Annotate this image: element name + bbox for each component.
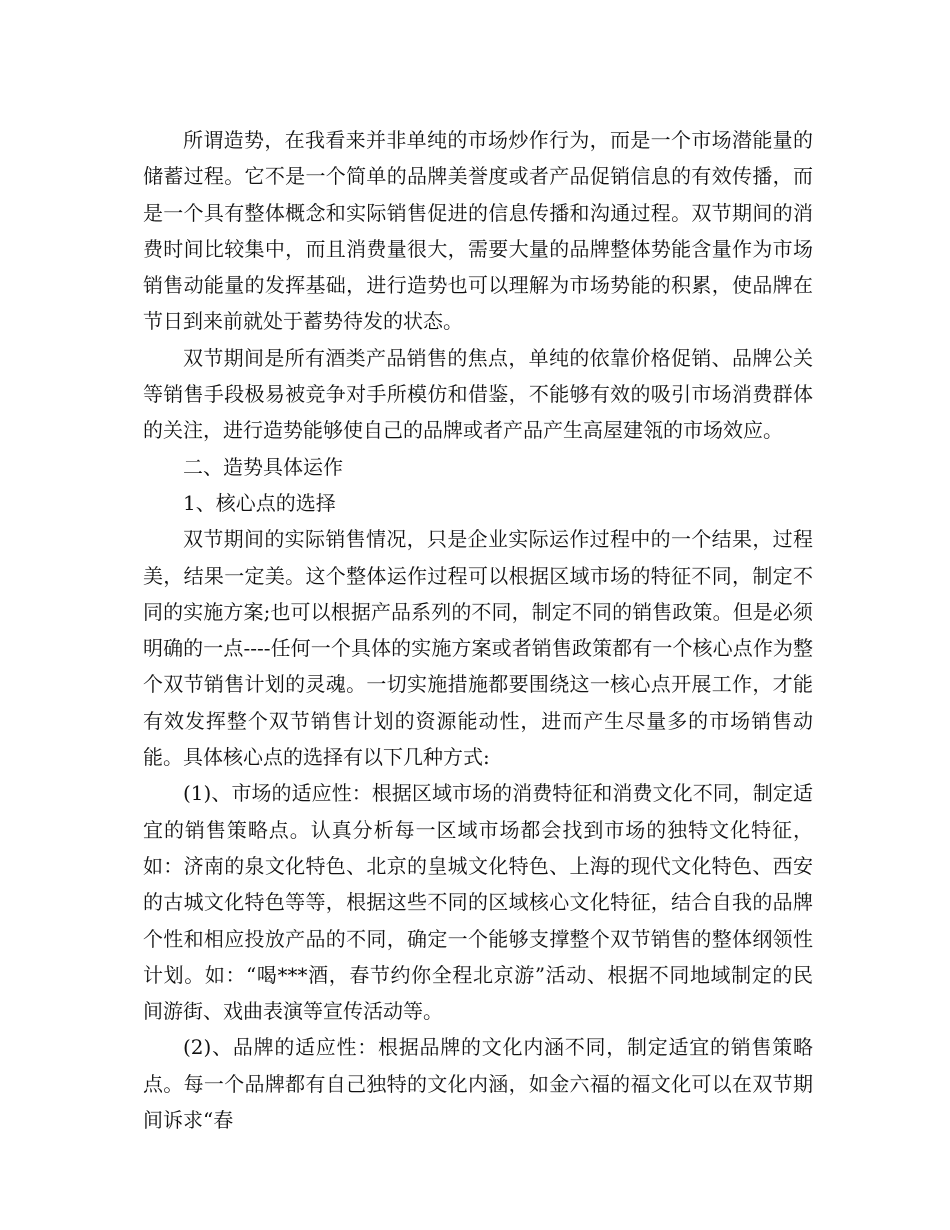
paragraph-brand-adaptability: (2)、品牌的适应性：根据品牌的文化内涵不同，制定适宜的销售策略点。每一个品牌都有自己独特的文化内涵，如金六福的福文化可以在双节期间诉求“春 (143, 1035, 813, 1133)
paragraph-momentum-definition: 所谓造势，在我看来并非单纯的市场炒作行为，而是一个市场潜能量的储蓄过程。它不是一个简单的品牌美誉度或者产品促销信息的有效传播，而是一个具有整体概念和实际销售促进的信息传播和沟通过程。双节期间的消费时间比较集中，而且消费量很大，需要大量的品牌整体势能含量作为市场销售动能量的发挥基础，进行造势也可以理解为市场势能的积累，使品牌在节日到来前就处于蓄势待发的状态。 (143, 128, 813, 334)
paragraph-core-point-overview: 双节期间的实际销售情况，只是企业实际运作过程中的一个结果，过程美，结果一定美。这个整体运作过程可以根据区域市场的特征不同，制定不同的实施方案;也可以根据产品系列的不同，制定不同的销售政策。但是必须明确的一点----任何一个具体的实施方案或者销售政策都有一个核心点作为整个双节销售计划的灵魂。一切实施措施都要围绕这一核心点开展工作，才能有效发挥整个双节销售计划的资源能动性，进而产生尽量多的市场销售动能。具体核心点的选择有以下几种方式: (143, 527, 813, 770)
section-heading-momentum-operation: 二、造势具体运作 (183, 454, 343, 479)
subheading-core-point-selection: 1、核心点的选择 (183, 490, 336, 515)
paragraph-market-adaptability: (1)、市场的适应性：根据区域市场的消费特征和消费文化不同，制定适宜的销售策略点。认真分析每一区域市场都会找到市场的独特文化特征，如：济南的泉文化特色、北京的皇城文化特色、上海的现代文化特色、西安的古城文化特色等等，根据这些不同的区域核心文化特征，结合自我的品牌个性和相应投放产品的不同，确定一个能够支撑整个双节销售的整体纲领性计划。如：“喝***酒，春节约你全程北京游”活动、根据不同地域制定的民间游街、戏曲表演等宣传活动等。 (143, 781, 813, 1024)
document-body (143, 122, 813, 1138)
paragraph-holiday-sales-focus: 双节期间是所有酒类产品销售的焦点，单纯的依靠价格促销、品牌公关等销售手段极易被竞争对手所模仿和借鉴，不能够有效的吸引市场消费群体的关注，进行造势能够使自己的品牌或者产品产生高屋建瓴的市场效应。 (143, 345, 813, 443)
